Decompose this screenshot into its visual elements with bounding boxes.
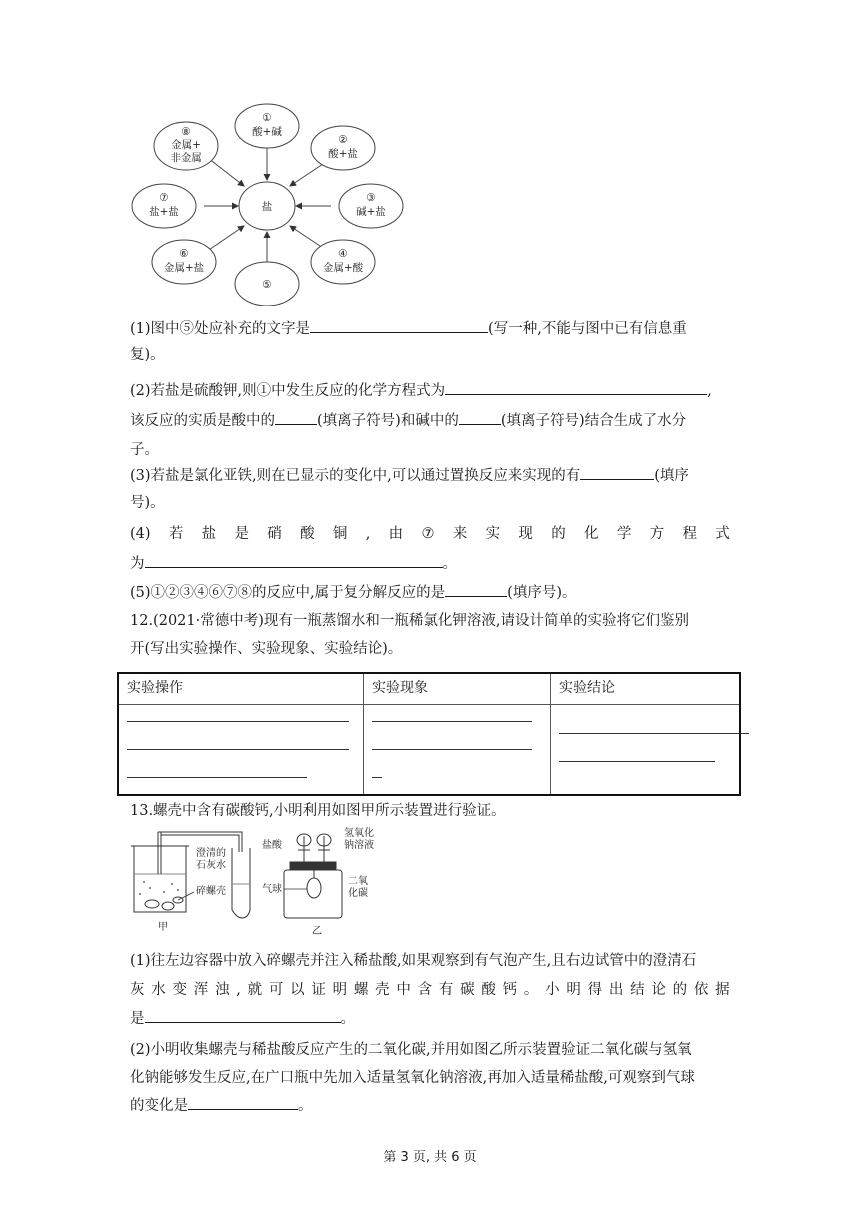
apparatus-figure — [128, 826, 388, 938]
q13-part1-char: 论 — [651, 982, 666, 998]
q13-part1-char: 证 — [311, 982, 326, 998]
q13-part1-char: 可 — [268, 982, 284, 998]
q13-part2-line2: 化钠能够发生反应,在广口瓶中先加入适量氢氧化钠溶液,再加入适量稀盐酸,可观察到气球 — [130, 1070, 695, 1086]
q13-part1-char: 得 — [587, 982, 603, 998]
operation-answer-cell[interactable] — [118, 705, 364, 796]
q13-part1-char: 变 — [172, 982, 187, 998]
q11-part4-char: 的 — [551, 526, 566, 542]
label-naoh2: 钠溶液 — [344, 840, 374, 851]
label-jia: 甲 — [158, 922, 168, 933]
copper-nitrate-equation-blank[interactable] — [145, 553, 443, 568]
q13-part1-char: 明 — [566, 982, 581, 998]
q13-part1-char: 依 — [693, 982, 709, 998]
header-conclusion: 实验结论 — [551, 673, 741, 705]
q11-part4-char: 程 — [682, 526, 697, 542]
q11-part4-line2: 为 。 — [130, 553, 457, 574]
experiment-table — [117, 672, 741, 796]
q11-part4-char: 化 — [584, 526, 599, 542]
q11-part4-char: , — [365, 526, 371, 542]
q13-part1-char: 就 — [247, 982, 263, 998]
q13-part1-char: 出 — [608, 982, 624, 998]
bubble-2-text: 酸+盐 — [328, 148, 358, 160]
bubble-4-num: ④ — [338, 248, 348, 260]
label-clear-lime: 澄清的 — [196, 848, 226, 859]
q12-line1: 12.(2021·常德中考)现有一瓶蒸馏水和一瓶稀氯化钾溶液,请设计简单的实验将它们鉴别 — [130, 613, 689, 629]
bubble-4-text: 金属+酸 — [322, 262, 364, 274]
page-footer: 第 3 页, 共 6 页 — [383, 1150, 477, 1165]
bubble-7-text: 盐+盐 — [149, 206, 179, 218]
q11-part2-line2: 该反应的实质是酸中的 (填离子符号)和碱中的 (填离子符号)结合生成了水分 — [130, 410, 686, 431]
label-acid: 盐酸 — [262, 840, 282, 851]
q13-part1-char: 小 — [545, 982, 560, 998]
bubble-1-num: ① — [262, 112, 272, 124]
q11-part1-cont: 复)。 — [130, 347, 165, 363]
label-clear-lime2: 石灰水 — [196, 860, 226, 871]
bubble-6-num: ⑥ — [179, 248, 189, 260]
q11-part4-char: 方 — [649, 526, 665, 542]
header-operation: 实验操作 — [118, 673, 364, 705]
conclusion-answer-cell[interactable] — [551, 705, 741, 796]
q11-part4-char: 来 — [452, 526, 468, 542]
q13-part1-char: 浊 — [215, 982, 230, 998]
q11-part1: (1)图中⑤处应补充的文字是 (写一种,不能与图中已有信息重 — [130, 318, 687, 339]
bubble-3-num: ③ — [366, 192, 376, 204]
q11-part4-char: 铜 — [332, 526, 348, 542]
bubble-6-text: 金属+盐 — [163, 262, 205, 274]
q11-part2: (2)若盐是硫酸钾,则①中发生反应的化学方程式为 , — [130, 380, 712, 401]
bubble-5-num: ⑤ — [262, 279, 272, 291]
q11-part4 — [130, 524, 730, 544]
bubble-1-text: 酸+碱 — [252, 126, 282, 138]
q11-part4-char: (4) — [130, 526, 151, 542]
q11-part4-char: 现 — [518, 526, 533, 542]
salt-formation-diagram — [124, 102, 414, 306]
header-phenomenon: 实验现象 — [364, 673, 551, 705]
label-shell: 碎螺壳 — [196, 886, 226, 897]
answer-blank-5[interactable] — [310, 318, 488, 333]
label-co2-2: 化碳 — [348, 888, 368, 899]
bubble-3-text: 碱+盐 — [356, 206, 386, 218]
acid-ion-blank[interactable] — [275, 410, 317, 425]
q12-line2: 开(写出实验操作、实验现象、实验结论)。 — [130, 641, 403, 657]
q11-part4-char: 盐 — [201, 526, 217, 542]
conclusion-basis-blank[interactable] — [145, 1008, 341, 1023]
q13-part1-char: 中 — [396, 982, 411, 998]
double-decomposition-blank[interactable] — [445, 582, 507, 597]
q13-part1-char: 结 — [630, 982, 645, 998]
q11-part4-char: 酸 — [300, 526, 315, 542]
q13-part1-line3: 是 。 — [130, 1008, 355, 1029]
bubble-8-text: 金属+ — [171, 139, 201, 151]
bubble-8-num: ⑧ — [181, 126, 191, 138]
label-yi: 乙 — [312, 926, 322, 937]
label-co2-1: 二氧 — [348, 876, 368, 887]
phenomenon-answer-cell[interactable] — [364, 705, 551, 796]
center-label: 盐 — [261, 201, 273, 213]
q11-part4-char: 硝 — [267, 526, 282, 542]
bubble-2-num: ② — [338, 134, 348, 146]
q13-part2-line3: 的变化是 。 — [130, 1095, 313, 1116]
q13-part1-char: 钙 — [502, 982, 518, 998]
base-ion-blank[interactable] — [459, 410, 501, 425]
q13-part1-char: 螺 — [353, 982, 369, 998]
q13-part1-char: 酸 — [481, 982, 496, 998]
q13-part1-char: 有 — [438, 982, 454, 998]
label-balloon: 气球 — [262, 884, 282, 895]
q11-part3: (3)若盐是氯化亚铁,则在已显示的变化中,可以通过置换反应来实现的有 (填序 — [130, 465, 689, 486]
q13-part1-char: 壳 — [375, 982, 390, 998]
displacement-blank[interactable] — [580, 465, 654, 480]
balloon-change-blank[interactable] — [188, 1095, 298, 1110]
q11-part4-char: 实 — [485, 526, 501, 542]
q13-part1-char: 据 — [715, 982, 730, 998]
q13-part1-char: , — [236, 982, 241, 998]
q11-part4-char: ⑦ — [421, 526, 435, 542]
q13-line1: 13.螺壳中含有碳酸钙,小明利用如图甲所示装置进行验证。 — [130, 803, 506, 819]
q13-part1-char: 浑 — [193, 982, 209, 998]
q13-part1-char: 以 — [290, 982, 305, 998]
q13-part1-char: 碳 — [460, 982, 475, 998]
q13-part1-line1: (1)往左边容器中放入碎螺壳并注入稀盐酸,如果观察到有气泡产生,且右边试管中的澄清石 — [130, 953, 697, 969]
equation-blank[interactable] — [445, 380, 707, 395]
bubble-7-num: ⑦ — [159, 192, 169, 204]
q11-part4-char: 由 — [388, 526, 404, 542]
q13-part1-char: 。 — [523, 982, 539, 998]
q13-part1-char: 的 — [672, 982, 688, 998]
q13-part2-line1: (2)小明收集螺壳与稀盐酸反应产生的二氧化碳,并用如图乙所示装置验证二氧化碳与氢氧 — [130, 1042, 692, 1058]
q11-part4-char: 若 — [168, 526, 184, 542]
q11-part4-char: 是 — [234, 526, 249, 542]
q11-part2-line3: 子。 — [130, 442, 159, 458]
q11-part4-char: 学 — [616, 526, 632, 542]
q11-part4-char: 式 — [715, 526, 730, 542]
q13-part1-char: 灰 — [130, 982, 145, 998]
q11-part5: (5)①②③④⑥⑦⑧的反应中,属于复分解反应的是 (填序号)。 — [130, 582, 576, 603]
q13-part1-char: 含 — [417, 982, 433, 998]
q13-part1-line2 — [130, 980, 730, 1000]
q11-part3-cont: 号)。 — [130, 495, 165, 511]
bubble-8-text2: 非金属 — [170, 152, 202, 164]
label-naoh1: 氢氧化 — [344, 828, 374, 839]
q13-part1-char: 明 — [332, 982, 348, 998]
q13-part1-char: 水 — [151, 982, 166, 998]
